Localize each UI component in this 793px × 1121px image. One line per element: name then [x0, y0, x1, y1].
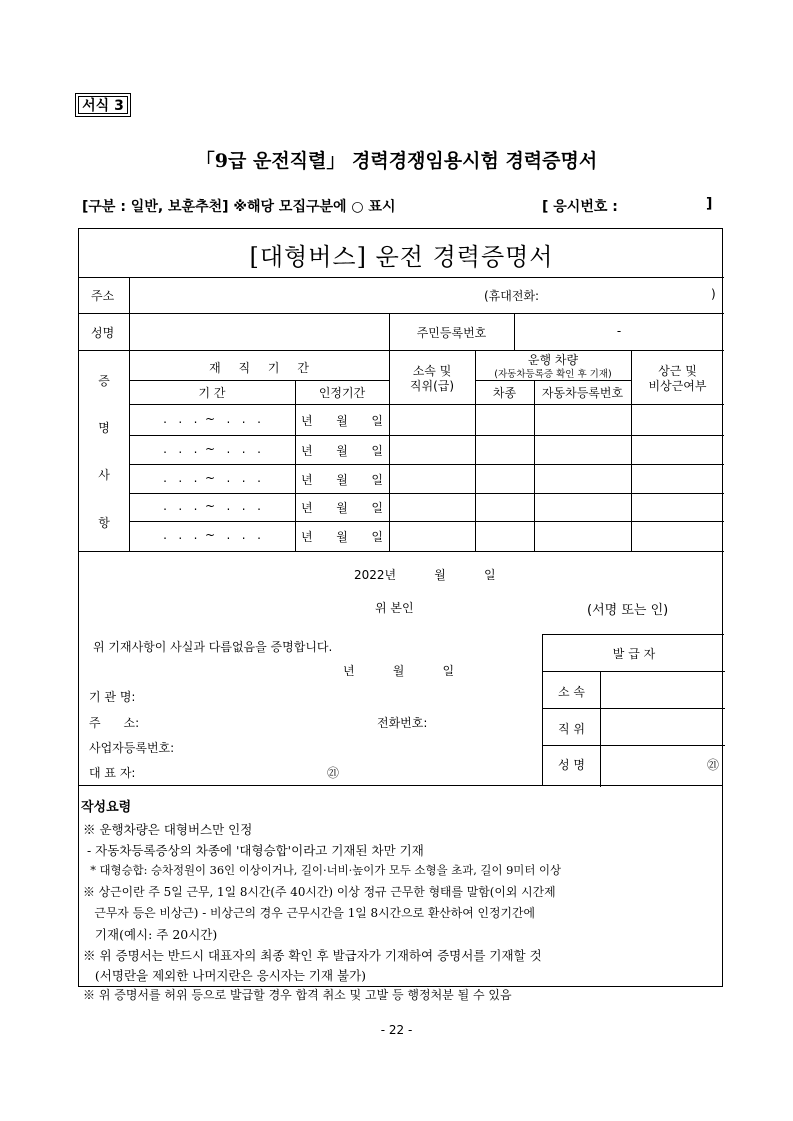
issuer-header: 발 급 자 [612, 647, 656, 661]
period-row-1: . . . ~ . . . [163, 412, 261, 426]
period-row-3: . . . ~ . . . [163, 471, 261, 485]
recognized-row-2: 년 월 일 [300, 444, 384, 458]
period-row-5: . . . ~ . . . [163, 528, 261, 542]
applicant-self: 위 본인 [375, 601, 414, 615]
fulltime-header-2: 비상근여부 [648, 379, 707, 393]
affiliation-header-2: 직위(급) [409, 379, 455, 393]
employment-period-header: 재 직 기 간 [209, 361, 309, 375]
cert-address-label: 주 소: [89, 716, 140, 730]
note-line-5: 근무자 등은 비상근) - 비상근의 경우 근무시간을 1일 8시간으로 환산하여 인정기간에 [83, 906, 535, 920]
registration-number-header: 자동차등록번호 [541, 386, 624, 400]
mobile-label: (휴대전화: [484, 289, 540, 303]
fulltime-header-1: 상근 및 [658, 364, 697, 378]
category-line: [구분 : 일반, 보훈추천] ※해당 모집구분에 ○ 표시 [82, 199, 396, 215]
section-label-3: 사 [98, 468, 110, 482]
agency-label: 기 관 명: [89, 690, 136, 704]
recognized-row-3: 년 월 일 [300, 473, 384, 487]
exam-number-label: [ 응시번호 : [542, 199, 618, 215]
period-row-4: . . . ~ . . . [163, 499, 261, 513]
vehicle-type-header: 차종 [492, 386, 517, 400]
vehicle-header: 운행 차량 [527, 353, 579, 367]
issuer-position-label: 직 위 [558, 722, 585, 736]
biz-number-label: 사업자등록번호: [89, 741, 175, 755]
issuer-affiliation-label: 소 속 [558, 685, 585, 699]
page-number: - 22 - [380, 1023, 413, 1037]
name-label: 성명 [91, 326, 115, 340]
note-line-3: * 대형승합: 승차정원이 36인 이상이거나, 길이·너비·높이가 모두 소형을 초과, 길이 9미터 이상 [83, 863, 561, 877]
applicant-date: 2022년 월 일 [354, 568, 496, 582]
address-label: 주소 [91, 289, 115, 303]
note-line-2: - 자동차등록증상의 차종에 '대형승합'이라고 기재된 차만 기재 [83, 843, 424, 858]
issuer-seal-icon: ㉑ [707, 758, 720, 772]
certification-date: 년 월 일 [343, 664, 455, 678]
representative-seal-icon: ㉑ [327, 766, 340, 780]
section-label-4: 항 [98, 516, 110, 530]
issuer-box [542, 634, 724, 786]
period-row-2: . . . ~ . . . [163, 442, 261, 456]
writing-guide [78, 786, 723, 1002]
phone-label: 전화번호: [377, 716, 428, 730]
note-line-8: (서명란을 제외한 나머지란은 응시자는 기재 불가) [83, 968, 367, 983]
recognized-period-header: 인정기간 [318, 386, 366, 400]
vehicle-note: (자동차등록증 확인 후 기재) [494, 369, 612, 380]
resident-number-label: 주민등록번호 [416, 326, 487, 340]
certification-statement: 위 기재사항이 사실과 다름없음을 증명합니다. [93, 640, 333, 654]
box-title: [대형버스] 운전 경력증명서 [249, 243, 554, 271]
recognized-row-1: 년 월 일 [300, 414, 384, 428]
mobile-close: ) [711, 287, 716, 301]
applicant-sign: (서명 또는 인) [587, 603, 669, 618]
note-line-4: ※ 상근이란 주 5일 근무, 1일 8시간(주 40시간) 이상 정규 근무한 형태를 말함(이외 시간제 [83, 885, 556, 899]
exam-number-close: ] [706, 196, 713, 212]
recognized-row-4: 년 월 일 [300, 501, 384, 515]
issuer-name-label: 성 명 [558, 758, 585, 772]
recognized-row-5: 년 월 일 [300, 530, 384, 544]
notes-title: 작성요령 [81, 800, 132, 815]
note-line-1: ※ 운행차량은 대형버스만 인정 [83, 822, 253, 837]
resident-number-dash: - [616, 324, 622, 338]
form-number-badge [75, 93, 131, 117]
section-label-1: 증 [98, 374, 110, 388]
note-line-7: ※ 위 증명서는 반드시 대표자의 최종 확인 후 발급자가 기재하여 증명서를 기재할 것 [83, 948, 542, 963]
certificate-box [78, 228, 723, 786]
document-title: 「9급 운전직렬」 경력경쟁임용시험 경력증명서 [195, 150, 598, 172]
affiliation-header-1: 소속 및 [412, 364, 452, 378]
representative-label: 대 표 자: [89, 766, 136, 780]
note-line-9: ※ 위 증명서를 허위 등으로 발급할 경우 합격 취소 및 고발 등 행정처분 될 수 있음 [83, 988, 512, 1002]
section-label-2: 명 [98, 421, 110, 435]
period-header: 기 간 [198, 386, 226, 400]
form-number: 서식 3 [82, 98, 124, 114]
note-line-6: 기재(예시: 주 20시간) [83, 927, 218, 942]
